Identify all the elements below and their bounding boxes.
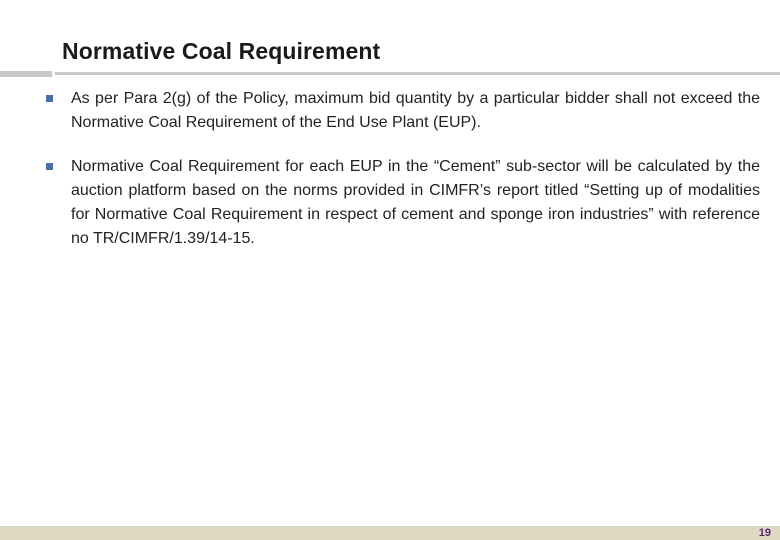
title-rule-left <box>0 71 52 77</box>
title-rule <box>55 72 780 75</box>
bullet-item <box>46 155 760 251</box>
bullet-list <box>46 87 760 271</box>
footer-bar <box>0 526 780 540</box>
square-bullet-icon <box>46 95 53 102</box>
slide-title: Normative Coal Requirement <box>62 38 381 64</box>
square-bullet-icon <box>46 163 53 170</box>
page-number: 19 <box>758 527 771 539</box>
bullet-text: Normative Coal Requirement for each EUP in the “Cement” sub-sector will be calculated by the auction platform based on the norms provided in CIMFR’s report titled “Setting up of modalities for Normative Coal Requirement in respect of cement and sponge iron industries” with reference no TR/CIMFR/1.39/14-15. <box>71 158 760 247</box>
bullet-item <box>46 87 760 135</box>
bullet-text: As per Para 2(g) of the Policy, maximum bid quantity by a particular bidder shall not exceed the Normative Coal Requirement of the End Use Plant (EUP). <box>71 90 760 131</box>
